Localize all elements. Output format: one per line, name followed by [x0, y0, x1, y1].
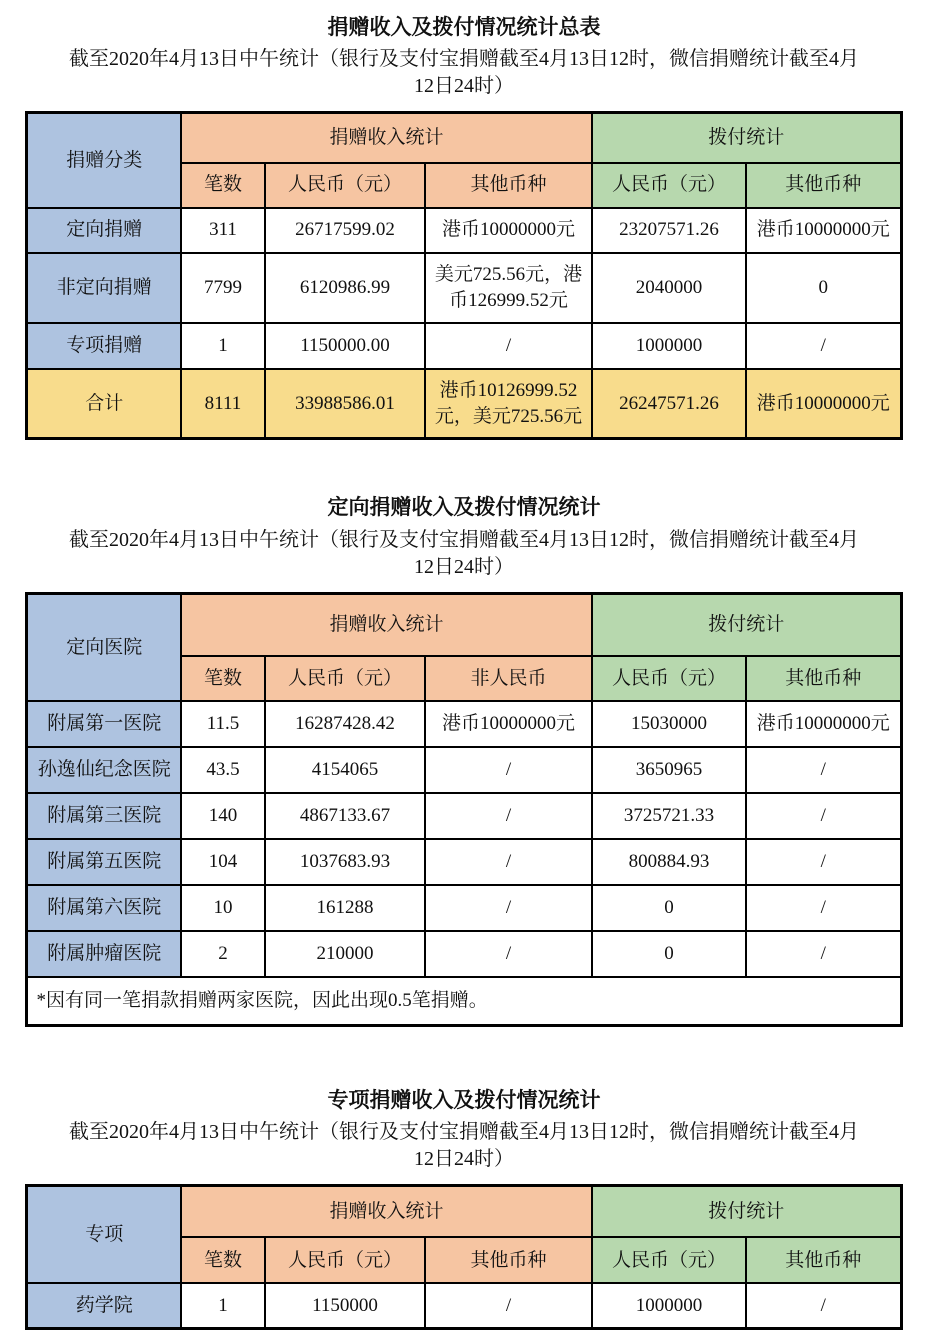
table-row	[27, 253, 901, 323]
cell: 8111	[181, 369, 265, 439]
row-header: 附属肿瘤医院	[27, 931, 181, 977]
cell: 4867133.67	[265, 793, 425, 839]
cell: 港币10000000元	[746, 208, 901, 253]
table-row	[27, 701, 901, 747]
row-header: 附属第五医院	[27, 839, 181, 885]
cell: 2040000	[592, 253, 746, 323]
corner-header: 捐赠分类	[27, 113, 181, 208]
cell: 0	[592, 885, 746, 931]
footnote-row	[27, 977, 901, 1025]
corner-header: 专项	[27, 1185, 181, 1283]
cell: /	[425, 885, 592, 931]
table-row	[27, 1283, 901, 1328]
special-table	[25, 1184, 902, 1330]
section-subtitle: 截至2020年4月13日中午统计（银行及支付宝捐赠截至4月13日12时，微信捐赠统计截至4月12日24时）	[69, 1120, 859, 1170]
cell: 0	[592, 931, 746, 977]
col-header-rmb-income: 人民币（元）	[265, 1237, 425, 1283]
footnote-text: *因有同一笔捐款捐赠两家医院，因此出现0.5笔捐赠。	[27, 977, 901, 1025]
cell: 1000000	[592, 323, 746, 369]
cell: 6120986.99	[265, 253, 425, 323]
cell: 10	[181, 885, 265, 931]
cell: /	[425, 839, 592, 885]
table-row	[27, 839, 901, 885]
cell: 3725721.33	[592, 793, 746, 839]
cell: 16287428.42	[265, 701, 425, 747]
cell: 140	[181, 793, 265, 839]
cell: 311	[181, 208, 265, 253]
section-summary	[0, 14, 928, 440]
col-header-rmb-payout: 人民币（元）	[592, 1237, 746, 1283]
cell: 港币10000000元	[425, 208, 592, 253]
cell: 7799	[181, 253, 265, 323]
summary-table	[25, 111, 902, 440]
col-header-rmb-payout: 人民币（元）	[592, 656, 746, 701]
col-header-non-rmb-income: 非人民币	[425, 656, 592, 701]
cell: 1	[181, 323, 265, 369]
cell: /	[425, 1283, 592, 1328]
cell: 1	[181, 1283, 265, 1328]
row-header: 合计	[27, 369, 181, 439]
cell: /	[425, 793, 592, 839]
cell: 210000	[265, 931, 425, 977]
directed-table	[25, 592, 902, 1027]
cell: /	[425, 931, 592, 977]
row-header: 药学院	[27, 1283, 181, 1328]
section-subtitle: 截至2020年4月13日中午统计（银行及支付宝捐赠截至4月13日12时，微信捐赠统计截至4月12日24时）	[69, 528, 859, 578]
col-header-other-currency-income: 其他币种	[425, 163, 592, 208]
cell: /	[746, 885, 901, 931]
cell: 1037683.93	[265, 839, 425, 885]
cell: 2	[181, 931, 265, 977]
cell: /	[425, 747, 592, 793]
cell: 23207571.26	[592, 208, 746, 253]
table-row	[27, 323, 901, 369]
table-row	[27, 885, 901, 931]
row-header: 附属第三医院	[27, 793, 181, 839]
section-directed	[0, 494, 928, 1026]
col-header-count: 笔数	[181, 656, 265, 701]
table-row	[27, 931, 901, 977]
cell: 43.5	[181, 747, 265, 793]
cell: /	[746, 839, 901, 885]
cell: 港币10000000元	[425, 701, 592, 747]
cell: 港币10000000元	[746, 369, 901, 439]
income-group-header: 捐赠收入统计	[181, 593, 592, 656]
col-header-count: 笔数	[181, 163, 265, 208]
cell: 104	[181, 839, 265, 885]
section-title: 定向捐赠收入及拨付情况统计	[327, 495, 601, 520]
cell: /	[746, 793, 901, 839]
table-row	[27, 793, 901, 839]
total-row	[27, 369, 901, 439]
row-header: 附属第六医院	[27, 885, 181, 931]
cell: 1000000	[592, 1283, 746, 1328]
cell: /	[746, 931, 901, 977]
col-header-rmb-income: 人民币（元）	[265, 656, 425, 701]
cell: /	[425, 323, 592, 369]
col-header-count: 笔数	[181, 1237, 265, 1283]
row-header: 非定向捐赠	[27, 253, 181, 323]
section-subtitle: 截至2020年4月13日中午统计（银行及支付宝捐赠截至4月13日12时，微信捐赠统计截至4月12日24时）	[69, 48, 859, 98]
section-special	[0, 1087, 928, 1330]
cell: 3650965	[592, 747, 746, 793]
cell: /	[746, 1283, 901, 1328]
col-header-rmb-payout: 人民币（元）	[592, 163, 746, 208]
table-row	[27, 208, 901, 253]
cell: 11.5	[181, 701, 265, 747]
col-header-other-currency-payout: 其他币种	[746, 656, 901, 701]
row-header: 孙逸仙纪念医院	[27, 747, 181, 793]
col-header-other-currency-income: 其他币种	[425, 1237, 592, 1283]
cell: 0	[746, 253, 901, 323]
cell: 4154065	[265, 747, 425, 793]
col-header-other-currency-payout: 其他币种	[746, 1237, 901, 1283]
col-header-other-currency-payout: 其他币种	[746, 163, 901, 208]
col-header-rmb-income: 人民币（元）	[265, 163, 425, 208]
payout-group-header: 拨付统计	[592, 593, 901, 656]
cell: /	[746, 323, 901, 369]
income-group-header: 捐赠收入统计	[181, 1185, 592, 1237]
row-header: 定向捐赠	[27, 208, 181, 253]
table-row	[27, 747, 901, 793]
payout-group-header: 拨付统计	[592, 113, 901, 163]
cell: 1150000	[265, 1283, 425, 1328]
cell: 1150000.00	[265, 323, 425, 369]
cell: 15030000	[592, 701, 746, 747]
page-title: 捐赠收入及拨付情况统计总表	[327, 15, 601, 39]
cell: /	[746, 747, 901, 793]
corner-header: 定向医院	[27, 593, 181, 701]
cell: 33988586.01	[265, 369, 425, 439]
cell: 26247571.26	[592, 369, 746, 439]
cell: 161288	[265, 885, 425, 931]
payout-group-header: 拨付统计	[592, 1185, 901, 1237]
row-header: 专项捐赠	[27, 323, 181, 369]
cell: 26717599.02	[265, 208, 425, 253]
cell: 港币10126999.52元，美元725.56元	[425, 369, 592, 439]
cell: 美元725.56元，港币126999.52元	[425, 253, 592, 323]
cell: 港币10000000元	[746, 701, 901, 747]
income-group-header: 捐赠收入统计	[181, 113, 592, 163]
row-header: 附属第一医院	[27, 701, 181, 747]
cell: 800884.93	[592, 839, 746, 885]
section-title: 专项捐赠收入及拨付情况统计	[327, 1087, 601, 1112]
